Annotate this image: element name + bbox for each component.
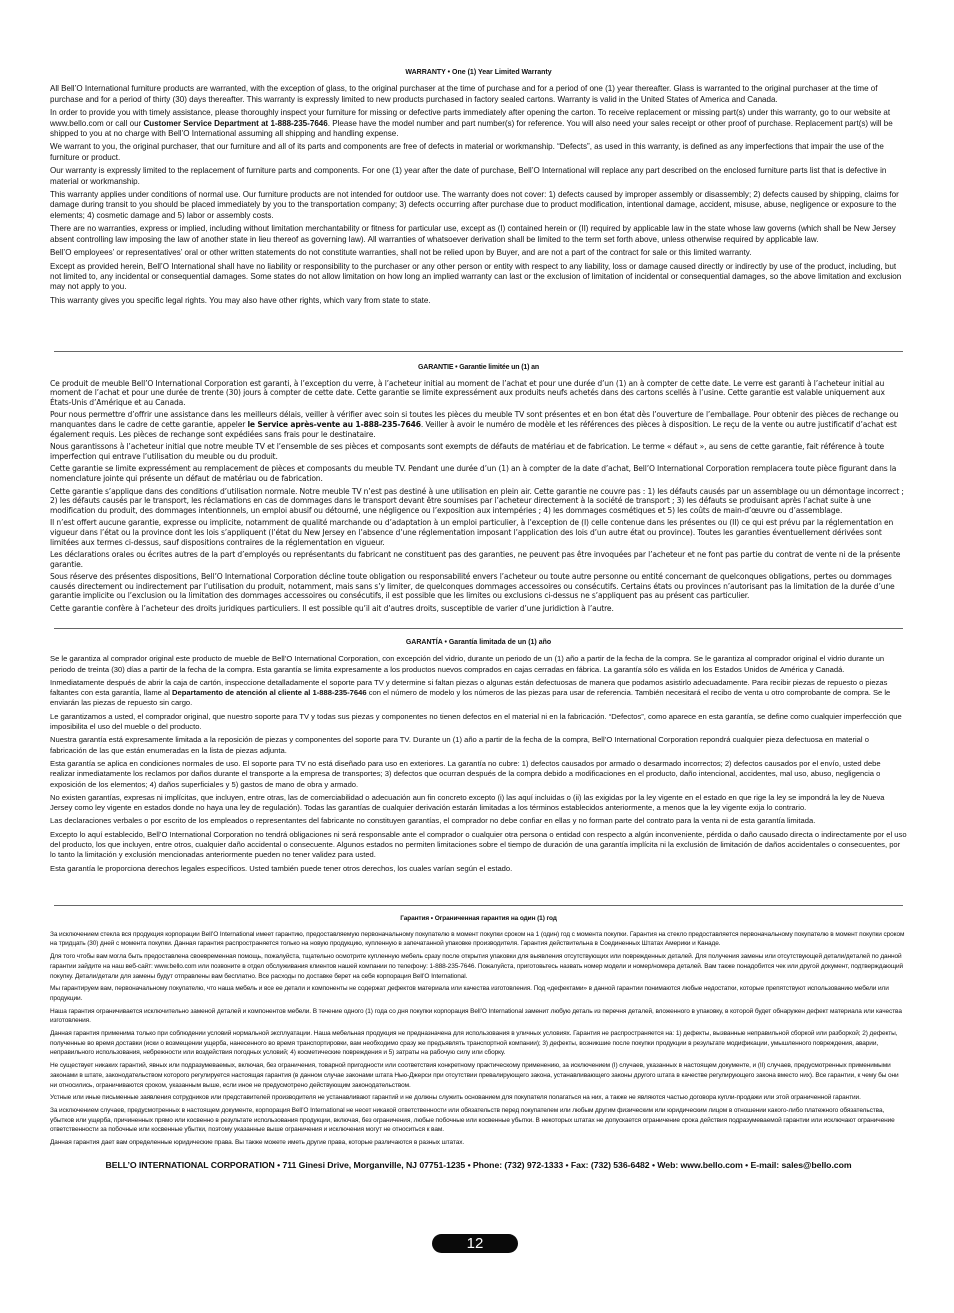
- customer-service-phone: Departamento de atención al cliente al 1-888-235-7646: [172, 688, 367, 698]
- paragraph: Inmediatamente después de abrir la caja de cartón, inspeccione detalladamente el soporte para TV y determine si faltan piezas o algunas están defectuosas de manera que podamos asistirlo adecuadamente. Para recibir piezas de repuesto o piezas faltantes con esta garantía, llame al Departamento de atención al cliente al 1-888-235-7646 con el número de modelo y los números de las piezas para usar de referencia. También necesitará el recibo de venta u otro comprobante de compra. Se le enviarán las piezas de repuesto sin cargo.: [50, 677, 891, 708]
- paragraph: Данная гарантия дает вам определенные юридические права. Вы также можете иметь другие права, которые различаются в разных штатах.: [50, 1139, 465, 1147]
- paragraph: Не существует никаких гарантий, явных или подразумеваемых, включая, без ограничения, товарной пригодности или соответствия конкретному практическому применению, за исключением (I) случаев, указанных в настоящем документе, и (II) случаев, предусмотренных применимыми законами в штате, законодательством которого регулируется настоящая гарантия (в данном случае законами штата Нью-Джерси при отсутствии превалирующего закона, устанавливающего законы другого штата в качестве регулирующего закона вместо них). Все гарантии, к чему бы они ни относились, ограничиваются сроком, указанным выше, если иное не предусмотрено действующим законодательством.: [50, 1062, 899, 1089]
- paragraph: Les déclarations orales ou écrites autres de la part d’employés ou représentants du fabricant ne constituent pas des garanties, ne peuvent pas être invoquées par l’acheteur et ne font pas partie du contrat de vente ni de la présente garantie.: [50, 550, 901, 569]
- section-divider: [54, 628, 903, 629]
- paragraph: Se le garantiza al comprador original este producto de mueble de Bell’O International Corporation, con excepción del vidrio, durante un periodo de un (1) año a partir de la fecha de la compra. Se le garantiza al comprador original el vidrio durante un periodo de treinta (30) días a partir de la fecha de la compra. Esta garantía se limita expresamente a los productos nuevos comprados en cajas cerradas en fábrica. La garantía sólo es válida en los Estados Unidos de América y Canadá.: [50, 654, 885, 674]
- section-divider: [54, 351, 903, 352]
- paragraph: Cette garantie s’applique dans des conditions d’utilisation normale. Notre meuble TV n’est pas destiné à une utilisation en plein air. Cette garantie ne couvre pas : 1) les défauts causés par un assemblage ou un démontage incorrect ; 2) les défauts causés par le transport, les réclamations en cas de dommages dans le transport devant être soumises par l’acheteur directement à la société de transport ; 3) les défauts se produisant après l’achat suite à une modification du produit, des dommages intentionnels, un emploi abusif ou détourné, une négligence ou l’exposition aux intempéries ; 4) les dommages cosmétiques et 5) les coûts de main-d’œuvre ou d’assemblage.: [50, 486, 904, 515]
- paragraph: Bell’O employees’ or representatives’ oral or other written statements do not constitute warranties, shall not be relied upon by Buyer, and are not a part of the contract for sale or this limited warranty.: [50, 248, 752, 258]
- paragraph: We warrant to you, the original purchaser, that our furniture and all of its parts and components are free of defects in material or workmanship. “Defects”, as used in this warranty, is defined as any imperfections that impair the use of the furniture or product.: [50, 142, 884, 162]
- paragraph: Las declaraciones verbales o por escrito de los empleados o representantes del fabricante no constituyen garantías, el comprador no debe confiar en ellas y no forman parte del contrato para la venta ni de esta garantía limitada.: [50, 816, 816, 826]
- section-title: GARANTÍA • Garantía limitada de un (1) año: [405, 639, 552, 646]
- paragraph: In order to provide you with timely assistance, please thoroughly inspect your furniture for missing or defective parts immediately after opening the carton. To receive replacement or missing part(s) under this warranty, go to our website at www.bello.com or call our Customer Service Department at 1-888-235-7646. Please have the model number and part number(s) for reference. You will also need your sales receipt or other proof of purchase. Replacement part(s) will be shipped to you at no charge with Bell’O International assuming all shipping and handling expense.: [50, 108, 893, 139]
- warranty-section-russian: [50, 914, 907, 1151]
- paragraph: За исключением случаев, предусмотренных в настоящем документе, корпорация Bell’O International не несет никакой ответственности или обязательств перед покупателем или любым другим физическим или юридическим лицом в отношении какого-либо платежного обязательства, убытков или ущерба, причиненных прямо или косвенно в результате использования продукции, включая, без ограничения, любые побочные или косвенные убытки. В некоторых штатах не допускается ограничение срока действия подразумеваемой гарантии или исключают ограничение ответственности за побочные или косвенные убытки, поэтому указанные выше ограничения и исключения могут не относиться к вам.: [50, 1106, 895, 1134]
- paragraph: Устные или иные письменные заявления сотрудников или представителей производителя не устанавливают гарантий и не должны служить основанием для покупателя полагаться на них, а также не являются частью договора купли-продажи или этой ограниченной гарантии.: [50, 1094, 861, 1102]
- customer-service-phone: le Service après-vente au 1-888-235-7646: [247, 419, 421, 429]
- paragraph: No existen garantías, expresas ni implícitas, que incluyen, entre otras, las de comerciabilidad o adecuación aun fin concreto excepto (i) las aquí incluidas o (ii) las exigidas por la ley vigente en el estado en que rige la ley se impondrá la ley de Nueva Jersey como ley vigente en estados donde no haya una ley de regulación). Todas las garantías de cualquier derivación estarán limitadas a los términos establecidos anteriormente, a menos que la ley vigente exija lo contrario.: [50, 792, 885, 813]
- paragraph: This warranty applies under conditions of normal use. Our furniture products are not intended for outdoor use. The warranty does not cover: 1) defects caused by improper assembly or disassembly; 2) defects caused by shipping, claims for damage during transit to you should be placed immediately by you to the transportation company; 3) defects occurring after purchase due to product modification, intentional damage, accident, misuse, abuse, negligence or exposure to the elements; 4) cosmetic damage and 5) labor or assembly costs.: [50, 190, 899, 220]
- paragraph: Il n’est offert aucune garantie, expresse ou implicite, notamment de qualité marchande ou d’adaptation à un emploi particulier, à l’exception de (I) celle contenue dans les présentes ou (II) ce qui est prévu par la réglementation en vigueur dans l’état ou la province dont les lois s’appliquent (l’état du New Jersey en l’absence d’une réglementation imposant l’application des lois d’un autre état ou province). Toutes les garanties éventuellement dérivées sont limitées aux termes ci-dessus, sauf dispositions contraires de la réglementation en vigueur.: [50, 518, 894, 547]
- section-title: Гарантия • Ограниченная гарантия на один (1) год: [400, 915, 557, 922]
- paragraph: All Bell’O International furniture products are warranted, with the exception of glass, to the original purchaser at the time of purchase and for a period of one (1) year thereafter. Glass is warranted to the original purchaser at the time of purchase and for a period of thirty (30) days thereafter. This warranty is expressly limited to new products purchased in factory sealed cartons. Warranty is valid in the United States of America and Canada.: [50, 84, 878, 104]
- section-title: WARRANTY • One (1) Year Limited Warranty: [405, 69, 552, 76]
- paragraph: Наша гарантия ограничивается исключительно заменой деталей и компонентов мебели. В течение одного (1) года со дня покупки корпорация Bell’O International заменит любую деталь из перечня деталей, вложенного в упаковку, в которой будет обнаружен дефект материала или качества изготовления.: [50, 1007, 902, 1025]
- warranty-section-french: [50, 363, 907, 617]
- warranty-section-spanish: [50, 638, 907, 877]
- paragraph: Данная гарантия применима только при соблюдении условий нормальной эксплуатации. Наша мебельная продукция не предназначена для использования в уличных условиях. Гарантия не распространяется на: 1) дефекты, вызванные неправильной сборкой или разборкой; 2) дефекты, полученные во время доставки (иски о возмещении ущерба, нанесенного во время транспортировки, вам необходимо сразу же предъявлять транспортной компании); 3) дефекты, возникшие после покупки продукции в результате модификации, умышленного повреждения, аварии, неправильного использования, небрежности или воздействия погодных условий; 4) косметические повреждения и 5) затраты на рабочую силу или сборку.: [50, 1030, 898, 1057]
- paragraph: Sous réserve des présentes dispositions, Bell’O International Corporation décline toute obligation ou responsabilité envers l’acheteur ou toute autre personne ou entité concernant de quelconques obligations, pertes ou dommages causés directement ou indirectement par l’utilisation du produit, notamment, mais sans s’y limiter, de quelconques dommages accessoires ou consécutifs. Certains états ou provinces n’autorisant pas la limitation de la durée d’une garantie implicite ou l’exclusion ou la limitation des dommages accessoires ou consécutifs, il est possible que les limites ou exclusions ci-dessus ne s’appliquent pas au présent cas particulier.: [50, 572, 895, 601]
- company-footer: BELL’O INTERNATIONAL CORPORATION • 711 Ginesi Drive, Morganville, NJ 07751-1235 • Phone: (732) 972-1333 • Fax: (732) 536-6482 • Web: www.bello.com • E-mail: sales@bello.com: [105, 1160, 852, 1170]
- paragraph: This warranty gives you specific legal rights. You may also have other rights, which vary from state to state.: [50, 295, 431, 305]
- warranty-section-english: [50, 68, 907, 309]
- paragraph: Our warranty is expressly limited to the replacement of furniture parts and components. For one (1) year after the date of purchase, Bell’O International will replace any part described on the enclosed furniture parts list that is defective in material or workmanship.: [50, 166, 887, 186]
- customer-service-phone: Customer Service Department at 1-888-235-7646: [143, 118, 328, 128]
- paragraph: Мы гарантируем вам, первоначальному покупателю, что наша мебель и все ее детали и компоненты не содержат дефектов материала или качества изготовления. Под «дефектами» в данной гарантии понимаются любые недостатки, которые препятствуют использованию мебели или продукции.: [50, 985, 889, 1002]
- paragraph: Cette garantie confère à l’acheteur des droits juridiques particuliers. Il est possible qu’il ait d’autres droits, susceptible de varier d’une juridiction à l’autre.: [50, 604, 614, 614]
- paragraph: Esta garantía le proporciona derechos legales específicos. Usted también puede tener otros derechos, los cuales varían según el estado.: [50, 863, 513, 873]
- paragraph: Excepto lo aquí establecido, Bell’O International Corporation no tendrá obligaciones ni será responsable ante el comprador o cualquier otra persona o entidad con respecto a algún inconveniente, pérdida o daño causado directa o indirectamente por el uso del producto, los que incluyen, entre otros, cualquier daño accidental o consecuente. Algunos estados no permiten limitaciones sobre el tiempo de duración de una garantía implícita ni la exclusión de limitación de daños accidentales o consecuentes, por lo tanto la limitación y exclusión mencionadas anteriormente pueden no tener validez para usted.: [50, 829, 907, 860]
- paragraph: Nuestra garantía está expresamente limitada a la reposición de piezas y componentes del soporte para TV. Durante un (1) año a partir de la fecha de la compra, Bell’O International Corporation repondrá cualquier pieza defectuosa en material o fabricación de las que están enumeradas en la lista de piezas adjunta.: [50, 735, 869, 755]
- paragraph: Esta garantía se aplica en condiciones normales de uso. El soporte para TV no está diseñado para uso en exteriores. La garantía no cubre: 1) defectos causados por armado o desarmado incorrectos; 2) defectos causados por el envío, usted debe realizar inmediatamente los reclamos por daños durante el transporte a la empresa de transportes; 3) defectos que ocurran después de la compra debido a modificaciones en el producto, daño intencional, accidentes, mal uso, abuso, negligencia o exposición de los elementos; 4) daños superficiales y 5) gastos de mano de obra y armado.: [50, 758, 881, 789]
- paragraph: Except as provided herein, Bell’O International shall have no liability or responsibility to the purchaser or any other person or entity with respect to any liability, loss or damage caused directly or indirectly by use of the product, including, but not limited to, any incidental or consequential damages. Some states do not allow limitation on how long an implied warranty can last or the exclusion of limitation of incidental or consequential damages, so the above limitation and exclusion may not apply to you.: [50, 261, 902, 292]
- paragraph: Le garantizamos a usted, el comprador original, que nuestro soporte para TV y todas sus piezas y componentes no tienen defectos en el material ni en la fabricación. “Defectos”, como aparece en esta garantía, se define como cualquier imperfección que imposibilita el uso del mueble o del producto.: [50, 711, 902, 732]
- paragraph: Pour nous permettre d’offrir une assistance dans les meilleurs délais, veiller à vérifier avec soin si toutes les pièces du meuble TV sont présentes et en bon état dès l’ouverture de l’emballage. Pour obtenir des pièces de rechange ou manquantes dans le cadre de cette garantie, appeler le Service après-vente au 1-888-235-7646. Veiller à avoir le numéro de modèle et les références des pièces à disposition. Le reçu de la vente ou autre justificatif d’achat est également requis. Les pièces de rechange sont expédiées sans frais pour le destinataire.: [50, 410, 899, 439]
- section-divider: [54, 905, 903, 906]
- paragraph: There are no warranties, express or implied, including without limitation merchantability or fitness for particular use, except as (I) contained herein or (II) required by applicable law in the state whose law governs (which shall be New Jersey absent controlling law imposing the law of another state in lieu thereof as governing law). All warranties of whatsoever derivation shall be limited to the term set forth above, unless otherwise required by applicable law.: [50, 224, 896, 244]
- paragraph: За исключением стекла вся продукция корпорации Bell’O International имеет гарантию, предоставляемую первоначальному покупателю в момент покупки сроком на 1 (один) год с момента покупки. Гарантия на стекло предоставляется первоначальному покупателю в момент покупки сроком на тридцать (30) дней с момента покупки. Данная гарантия распространяется только на новую продукцию, купленную в запечатанной упаковке производителя. Гарантия действительна в Соединенных Штатах Америки и Канаде.: [50, 930, 905, 948]
- paragraph: Ce produit de meuble Bell’O International Corporation est garanti, à l’exception du verre, à l’acheteur initial au moment de l’achat et pour une durée d’un (1) an à compter de cette date. Le verre est garanti à l’acheteur initial au moment de l’achat et pour une durée de trente (30) jours à compter de cette date. Cette garantie se limite expressément aux produits neufs achetés dans des cartons scellés à l’usine. Cette garantie est valable uniquement aux États-Unis d’Amérique et au Canada.: [50, 378, 885, 407]
- section-title: GARANTIE • Garantie limitée un (1) an: [418, 364, 539, 371]
- paragraph: Nous garantissons à l’acheteur initial que notre meuble TV et l’ensemble de ses pièces et composants sont exempts de défauts de matériau et de fabrication. Le terme « défaut », au sens de cette garantie, fait référence à toute imperfection qui entrave l’utilisation du meuble ou du produit.: [50, 442, 885, 461]
- paragraph: Cette garantie se limite expressément au remplacement de pièces et composants du meuble TV. Pendant une durée d’un (1) an à compter de la date d’achat, Bell’O International Corporation remplacera toute pièce figurant dans la nomenclature jointe qui présente un défaut de matériau ou de fabrication.: [50, 464, 897, 483]
- paragraph: Для того чтобы вам могла быть предоставлена своевременная помощь, пожалуйста, тщательно осмотрите купленную мебель сразу после открытия упаковки для выявления отсутствующих или поврежденных деталей. Для получения замены или отсутствующей детали/деталей по данной гарантии зайдите на наш веб-сайт: www.bello.com или позвоните в отдел обслуживания клиентов нашей компании по телефону: 1-888-235-7646. Пожалуйста, приготовьтесь назвать номер модели и номер/номера деталей. Вам также понадобится чек или другой документ, подтверждающий покупку. Детали/детали для замены будут отправлены вам бесплатно. Все расходы по доставке берет на себя корпорация Bell’O International.: [50, 953, 904, 980]
- page-number-badge: 12: [432, 1234, 518, 1253]
